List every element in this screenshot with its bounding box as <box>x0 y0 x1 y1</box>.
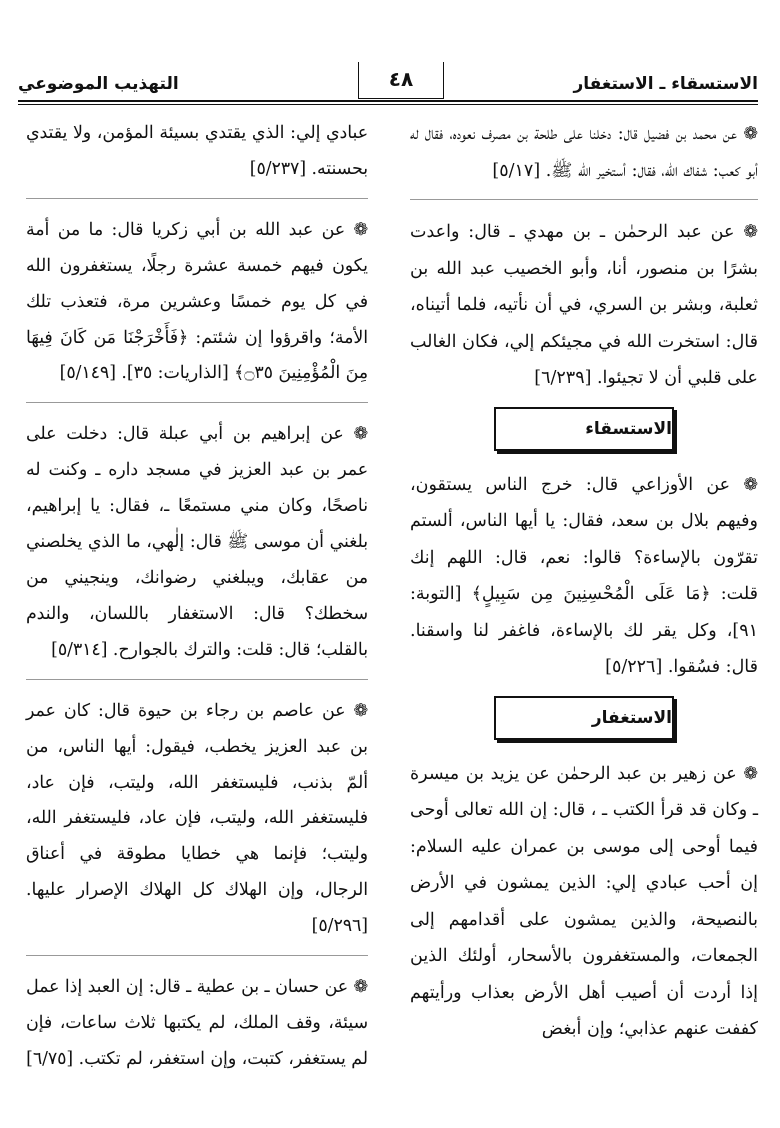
paragraph: ❁ عن حسان ـ بن عطية ـ قال: إن العبد إذا عمل سيئة، وقف الملك، لم يكتبها ثلاث ساعات، فإن لم يستغفر، كتبت، وإن استغفر، لم تكتب. [٦/٧٥] <box>26 977 368 1069</box>
book-title: التهذيب الموضوعي <box>18 74 179 94</box>
paragraph-divider <box>26 679 368 680</box>
left-column <box>26 116 368 1078</box>
paragraph-divider <box>26 955 368 956</box>
paragraph: ❁ عن الأوزاعي قال: خرج الناس يستقون، وفيهم بلال بن سعد، فقال: يا أيها الناس، ألستم تقرّون بالإساءة؟ قالوا: نعم، قال: اللهم إنك قلت: ﴿مَا عَلَى الْمُحْسِنِينَ مِن سَبِيلٍ﴾ [التوبة: ٩١]، وكل يقر لك بالإساءة، فاغفر لنا واسقنا. قال: فسُقوا. [٥/٢٢٦] <box>410 474 758 677</box>
page-number-box <box>358 62 444 99</box>
paragraph: عبادي إلي: الذي يقتدي بسيئة المؤمن، ولا يقتدي بحسنته. [٥/٢٣٧] <box>26 123 368 179</box>
paragraph: ❁ عن إبراهيم بن أبي عبلة قال: دخلت على عمر بن عبد العزيز في مسجد داره ـ وكنت له ناصحًا، وكان مني مستمعًا ـ، فقال: يا إبراهيم، بلغني أن موسى ﷺ قال: إلٰهي، ما الذي يخلصني من عقابك، ويبلغني رضوانك، وينجيني من سخطك؟ قال: الاستغفار باللسان، والندم بالقلب؛ قال: قلت: والترك بالجوارح. [٥/٣١٤] <box>26 424 368 660</box>
section-heading-istisqa <box>494 407 674 451</box>
paragraph: ❁ عن عاصم بن رجاء بن حيوة قال: كان عمر بن عبد العزيز يخطب، فيقول: أيها الناس، من ألمّ بذنب، فليستغفر الله، وليتب، فإن عاد، فليستغفر الله، وليتب، فإن عاد، فليستغفر الله، وليتب؛ فإنما هي خطايا مطوقة في أعناق الرجال، وإن الهلاك كل الهلاك الإصرار عليها. [٥/٢٩٦] <box>26 700 368 937</box>
paragraph-divider <box>26 402 368 403</box>
paragraph: ❁ عن زهير بن عبد الرحمٰن عن يزيد بن ميسرة ـ وكان قد قرأ الكتب ـ ، قال: إن الله تعالى أوحى فيما أوحى إلى موسى بن عمران عليه السلام: إن أحب عبادي إلي: الذين يمشون في الأرض بالنصيحة، والذين يمشون على أقدامهم إلى الجمعات، والمستغفرون بالأسحار، أولئك الذين إذا أردت أن أصيب أهل الأرض بعذاب ورأيتهم كففت عنهم عذابي؛ وإن أبغض <box>410 763 758 1039</box>
header-rule-thin <box>18 104 758 105</box>
paragraph-divider <box>26 198 368 199</box>
right-column <box>410 116 758 1048</box>
section-heading-istighfar <box>494 696 674 740</box>
paragraph: ❁ عن عبد الرحمٰن ـ بن مهدي ـ قال: واعدت بشرًا بن منصور، أنا، وأبو الخصيب عبد الله بن ثعلبة، وبشر بن السري، في أن نأتيه، فلما أتيناه، قال: استخرت الله في مجيئكم إلي، فكان الغالب على قلبي أن لا تجيئوا. [٦/٢٣٩] <box>410 222 758 388</box>
section-heading-label: الاستسقاء <box>585 418 672 439</box>
header-rule <box>18 100 758 102</box>
page-header <box>18 60 758 106</box>
paragraph: ❁ عن عبد الله بن أبي زكريا قال: ما من أمة يكون فيهم خمسة عشرة رجلًا، يستغفرون الله في كل يوم خمسًا وعشرين مرة، فتعذب تلك الأمة؛ واقرؤوا إن شئتم: ﴿فَأَخْرَجْنَا مَن كَانَ فِيهَا مِنَ الْمُؤْمِنِينَ ۝٣٥﴾ [الذاريات: ٣٥]. [٥/١٤٩] <box>26 219 368 384</box>
section-heading-label: الاستغفار <box>591 707 672 728</box>
page-number: ٤٨ <box>388 67 414 91</box>
paragraph-divider <box>410 199 758 200</box>
paragraph: ❁ عن محمد بن فضيل قال: دخلنا على طلحة بن مصرف نعوده، فقال له أبو كعب: شفاك الله، فقال: أستخير الله ﷺ. [٥/١٧] <box>410 124 758 181</box>
chapter-title: الاستسقاء ـ الاستغفار <box>573 74 758 94</box>
